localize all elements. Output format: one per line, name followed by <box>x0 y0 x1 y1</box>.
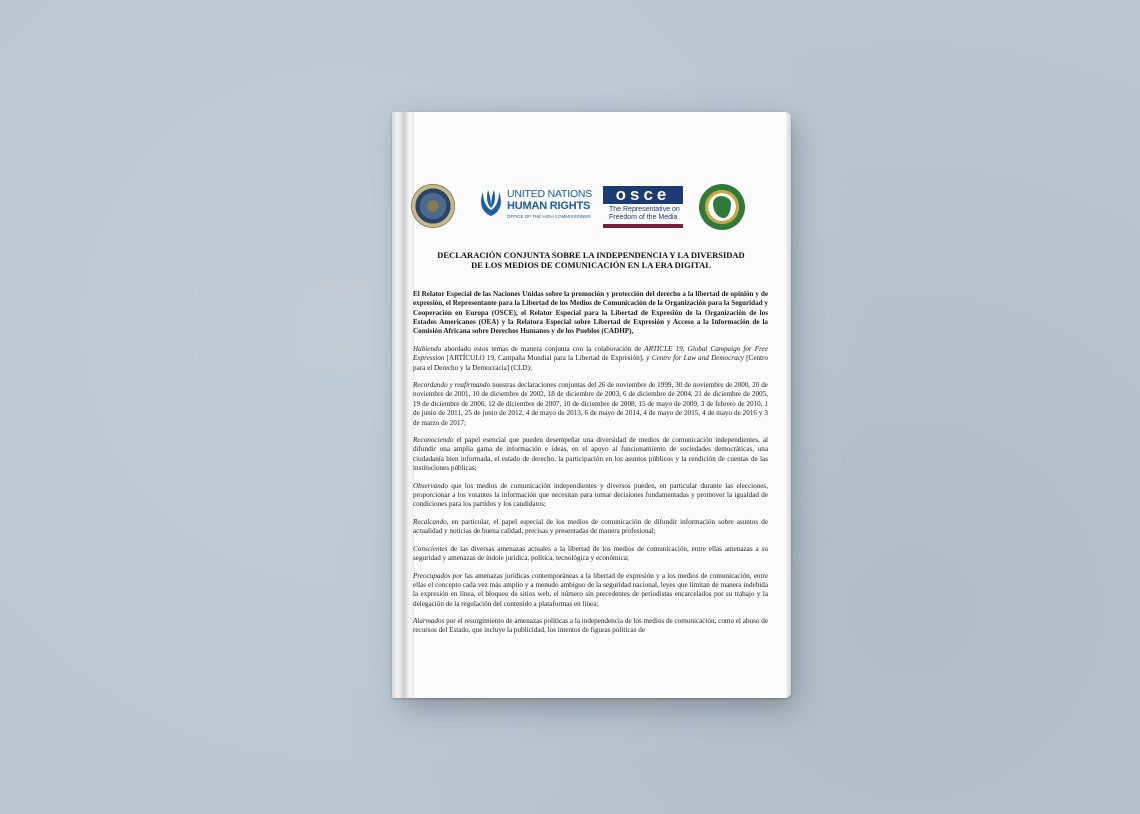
paragraph-conscientes <box>413 545 768 564</box>
logo-row <box>411 182 771 232</box>
paragraph-reconociendo <box>413 436 768 473</box>
paragraph-text: abordado estos temas de manera conjunta con la colaboración de <box>441 344 645 353</box>
paragraph-italic: ARTICLE 19, Global Campaign for Free Expression <box>413 344 768 363</box>
un-line1: UNITED NATIONS <box>507 188 593 200</box>
paragraph-habiendo <box>413 345 768 373</box>
oas-seal-logo <box>411 184 455 228</box>
paragraph-text: las amenazas jurídicas contemporáneas a la libertad de expresión y a los medios de comunicación, entre ellas el concepto cada vez más amplio y a menudo ambiguo de la seguridad nacional, leyes que limitan de manera indebida la expresión en línea, el bloqueo de sitios web, el número sin precedentes de periodistas encarcelados por su trabajo y la delegación de la regulación del contenido a plataformas en línea; <box>413 571 768 608</box>
paragraph-text: [ARTÍCULO 19, Campaña Mundial para la Libertad de Expresión], y <box>444 354 652 363</box>
africa-map-icon <box>713 196 731 218</box>
paragraph-italic: Centre for Law and Democracy <box>651 354 744 363</box>
paragraph-text: que los medios de comunicación independientes y diversos pueden, en particular durante las elecciones, proporcionar a los votantes la información que necesitan para tomar decisiones fundamentadas y promover la igualdad de condiciones para los partidos y los candidatos; <box>413 481 768 509</box>
intro-paragraph: El Relator Especial de las Naciones Unidas sobre la promoción y protección del derecho a la libertad de opinión y de expresión, el Representante para la Libertad de los Medios de Comunicación de la Organización para la Seguridad y Cooperación en Europa (OSCE), el Relator Especial para la Libertad de Expresión de la Organización de los Estados Americanos (OEA) y la Relatora Especial sobre Libertad de Expresión y Acceso a la Información de la Comisión Africana sobre Derechos Humanos y de los Pueblos (CADHP), <box>413 290 768 336</box>
document-body <box>413 290 768 644</box>
book-cover <box>392 112 791 698</box>
paragraph-lead: Recalcando <box>413 517 447 526</box>
osce-logo <box>603 186 683 230</box>
document-page <box>411 112 771 698</box>
african-union-logo <box>699 184 745 230</box>
paragraph-observando <box>413 482 768 510</box>
paragraph-text: de las diversas amenazas actuales a la libertad de los medios de comunicación, entre ellas amenazas a su seguridad y amenazas de índole jurídica, política, tecnológica y económica; <box>413 544 768 563</box>
paragraph-text: , en particular, el papel especial de los medios de comunicación de difundir información sobre asuntos de actualidad y noticias de buena calidad, precisas y presentadas de manera profesional; <box>413 517 768 536</box>
page-edge <box>786 112 791 698</box>
osce-subtitle-1: The Representative on <box>609 206 680 213</box>
paragraph-text: por el resurgimiento de amenazas políticas a la independencia de los medios de comunicación, como el abuso de recursos del Estado, que incluye la publicidad, los intentos de figuras políticas de <box>413 617 768 635</box>
un-line3: OFFICE OF THE HIGH COMMISSIONER <box>507 214 591 219</box>
paragraph-lead: Alarmados <box>413 617 445 626</box>
paragraph-text: [Centro para el Derecho y la Democracia] (CLD); <box>413 354 768 372</box>
paragraph-lead: Observando <box>413 481 448 490</box>
osce-bar <box>603 224 683 228</box>
paragraph-text: el papel esencial que pueden desempeñar una diversidad de medios de comunicación independientes, al difundir una amplia gama de información e ideas, en el apoyo al funcionamiento de sociedades democráticas, una ciudadanía bien informada, el estado de derecho, la participación en los asuntos públicos y la rendición de cuentas de las instituciones públicas; <box>413 436 768 473</box>
paragraph-recordando <box>413 381 768 428</box>
title-line-1: DECLARACIÓN CONJUNTA SOBRE LA INDEPENDENCIA Y LA DIVERSIDAD <box>437 250 745 260</box>
un-human-rights-logo <box>477 184 593 230</box>
paragraph-lead: Reconociendo <box>413 436 454 445</box>
un-emblem-icon <box>477 186 505 220</box>
un-line2: HUMAN RIGHTS <box>507 200 591 212</box>
osce-wordmark: osce <box>603 186 683 204</box>
paragraph-lead: Habiendo <box>413 344 442 353</box>
paragraph-recalcando <box>413 518 768 537</box>
title-line-2: DE LOS MEDIOS DE COMUNICACIÓN EN LA ERA DIGITAL <box>471 260 711 270</box>
paragraph-preocupados <box>413 572 768 609</box>
document-title <box>411 250 771 270</box>
paragraph-lead: Conscientes <box>413 544 448 553</box>
osce-subtitle-2: Freedom of the Media <box>609 214 678 221</box>
paragraph-text: nuestras declaraciones conjuntas del 26 de noviembre de 1999, 30 de noviembre de 2000, 20 de noviembre de 2001, 10 de diciembre de 2002, 18 de diciembre de 2003, 6 de diciembre de 2004, 21 de diciembre de 2005, 19 de diciembre de 2006, 12 de diciembre de 2007, 10 de diciembre de 2008, 15 de mayo de 2009, 3 de febrero de 2010, 1 de junio de 2011, 25 de junio de 2012, 4 de mayo de 2013, 6 de mayo de 2014, 4 de mayo de 2015, 4 de mayo de 2016 y 3 de marzo de 2017; <box>413 381 768 427</box>
paragraph-alarmados <box>413 617 768 636</box>
paragraph-lead: Recordando y reafirmando <box>413 381 491 390</box>
paragraph-lead: Preocupados por <box>413 571 463 580</box>
